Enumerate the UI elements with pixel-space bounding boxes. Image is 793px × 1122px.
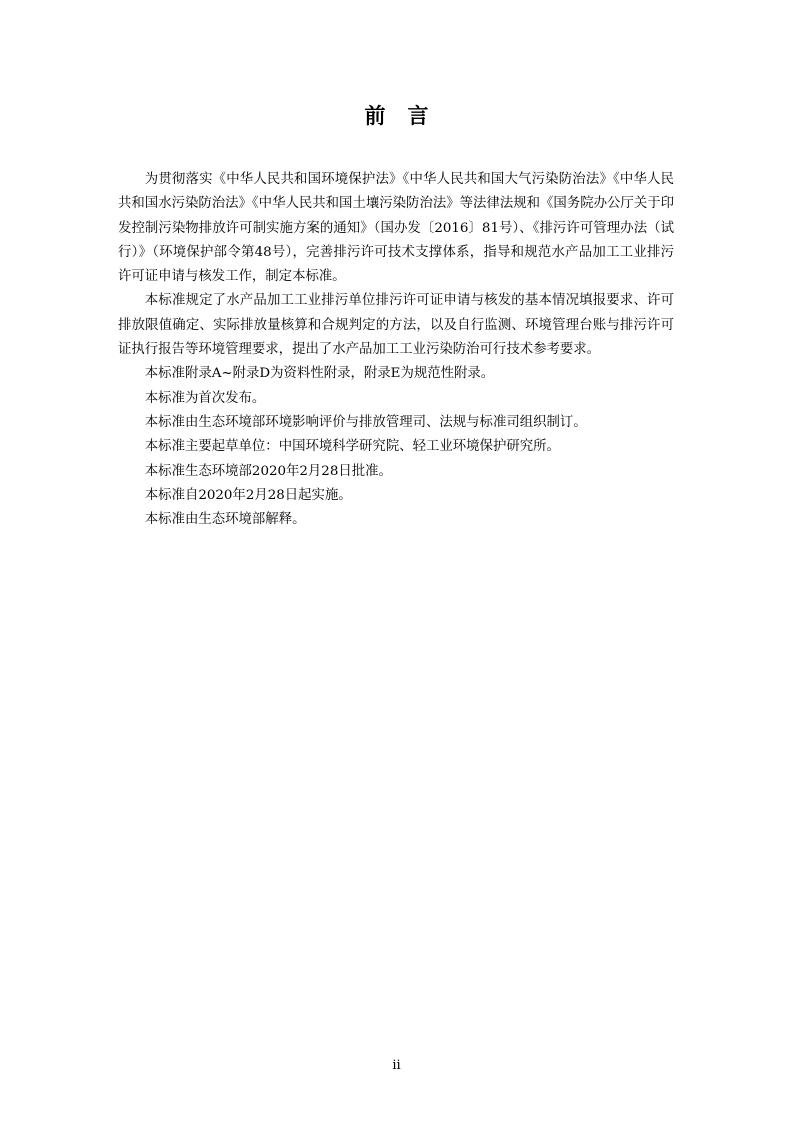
page-title: 前言	[364, 104, 451, 128]
paragraph-organizer: 本标准由生态环境部环境影响评价与排放管理司、法规与标准司组织制订。	[144, 414, 587, 430]
paragraph-drafters: 本标准主要起草单位：中国环境科学研究院、轻工业环境保护研究所。	[144, 439, 560, 455]
paragraph-interpretation: 本标准由生态环境部解释。	[144, 512, 306, 528]
paragraph-approval: 本标准生态环境部2020年2月28日批准。	[144, 463, 392, 479]
preface-body	[118, 168, 674, 532]
paragraph-purpose: 为贯彻落实《中华人民共和国环境保护法》《中华人民共和国大气污染防治法》《中华人民共和国水污染防治法》《中华人民共和国土壤污染防治法》等法律法规和《国务院办公厅关于印发控制污染物排放许可制实施方案的通知》（国办发〔2016〕81号）、《排污许可管理办法（试行）》（环境保护部令第48号），完善排污许可技术支撑体系，指导和规范水产品加工工业排污许可证申请与核发工作，制定本标准。	[118, 172, 674, 285]
page-number: ii	[392, 1058, 401, 1073]
paragraph-implementation: 本标准自2020年2月28日起实施。	[144, 487, 352, 503]
paragraph-scope: 本标准规定了水产品加工工业排污单位排污许可证申请与核发的基本情况填报要求、许可排放限值确定、实际排放量核算和合规判定的方法，以及自行监测、环境管理台账与排污许可证执行报告等环境管理要求，提出了水产品加工工业污染防治可行技术参考要求。	[118, 293, 674, 358]
paragraph-appendix: 本标准附录A~附录D为资料性附录，附录E为规范性附录。	[144, 366, 495, 382]
paragraph-first-release: 本标准为首次发布。	[144, 390, 266, 406]
